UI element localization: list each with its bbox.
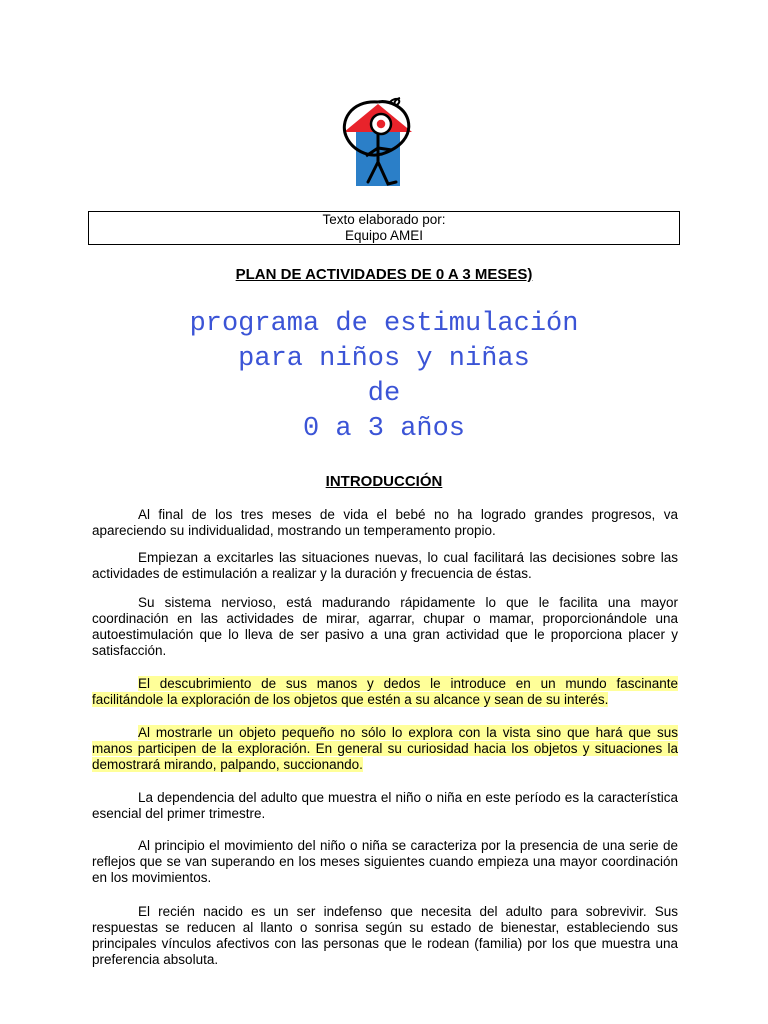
program-line-2: para niños y niñas [238, 344, 530, 374]
paragraph-4 [92, 676, 678, 708]
highlighted-text: El descubrimiento de sus manos y dedos le introduce en un mundo fascinante facilitándole la exploración de los objetos que estén a su alcance y sean de su interés. [92, 676, 678, 707]
program-line-3: de [367, 379, 401, 409]
program-line-4: 0 a 3 años [302, 414, 466, 444]
credit-box [88, 211, 680, 245]
logo-head-center [376, 119, 386, 129]
paragraph-5 [92, 725, 678, 773]
paragraph-6: La dependencia del adulto que muestra el niño o niña en este período es la característica esencial del primer trimestre. [92, 790, 678, 821]
paragraph-1: Al final de los tres meses de vida el bebé no ha logrado grandes progresos, va apareciendo su individualidad, mostrando un temperamento propio. [92, 507, 678, 538]
intro-heading: INTRODUCCIÓN [325, 473, 443, 490]
program-line-1: programa de estimulación [189, 309, 579, 339]
paragraph-3: Su sistema nervioso, está madurando rápidamente lo que le facilita una mayor coordinación en las actividades de mirar, agarrar, chupar o mamar, proporcionándole una autoestimulación que lo lleva de ser pasivo a una gran actividad que le proporciona placer y satisfacción. [92, 595, 678, 658]
credit-line-1: Texto elaborado por: [322, 212, 446, 227]
amei-logo-icon [338, 92, 418, 194]
paragraph-2: Empiezan a excitarles las situaciones nuevas, lo cual facilitará las decisiones sobre las actividades de estimulación a realizar y la duración y frecuencia de éstas. [92, 550, 678, 581]
credit-line-2: Equipo AMEI [344, 228, 424, 243]
highlighted-text: Al mostrarle un objeto pequeño no sólo lo explora con la vista sino que hará que sus manos participen de la exploración. En general su curiosidad hacia los objetos y situaciones la demostrará mirando, palpando, succionando. [92, 725, 678, 772]
plan-title: PLAN DE ACTIVIDADES DE 0 A 3 MESES) [235, 266, 533, 283]
program-title [0, 307, 768, 447]
paragraph-7: Al principio el movimiento del niño o niña se caracteriza por la presencia de una serie de reflejos que se van superando en los meses siguientes cuando empieza una mayor coordinación en los movimientos. [92, 838, 678, 885]
paragraph-8: El recién nacido es un ser indefenso que necesita del adulto para sobrevivir. Sus respuestas se reducen al llanto o sonrisa según su estado de bienestar, estableciendo sus principales vínculos afectivos con las personas que le rodean (familia) por los que muestra una preferencia absoluta. [92, 904, 678, 967]
